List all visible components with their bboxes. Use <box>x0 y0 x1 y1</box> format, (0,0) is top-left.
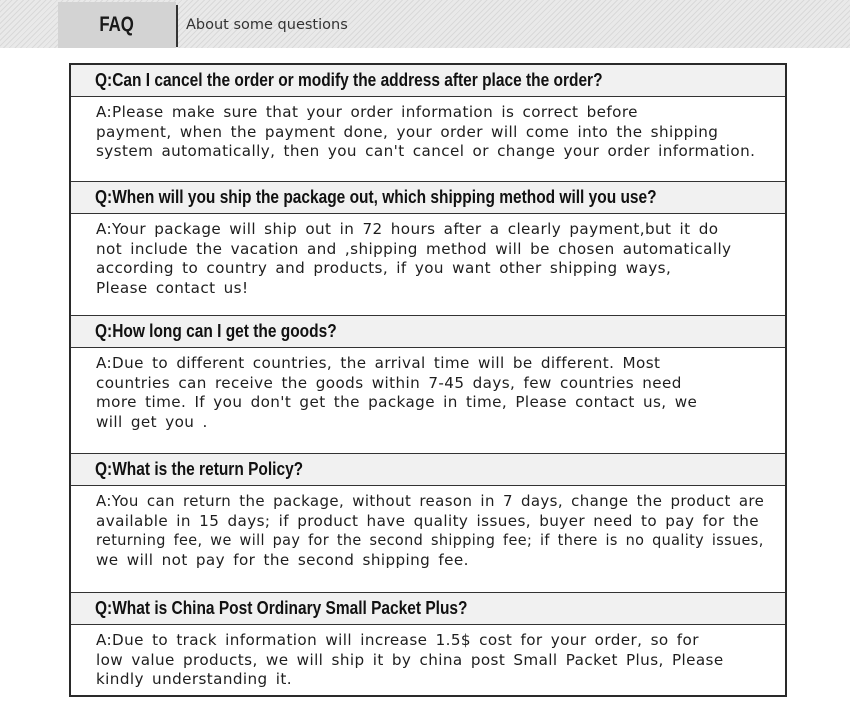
faq-answer-line: available in 15 days; if product have quality issues, buyer need to pay for the <box>96 511 759 530</box>
faq-answer-line: not include the vacation and ,shipping method will be chosen automatically <box>96 239 732 258</box>
faq-answer-line: A:Due to track information will increase 1.5$ cost for your order, so for <box>96 631 699 649</box>
faq-answer-line: A:Due to different countries, the arrival time will be different. Most <box>96 354 661 372</box>
faq-answer-row <box>71 97 785 182</box>
faq-answer-row <box>71 214 785 316</box>
faq-question: Q:When will you ship the package out, which shipping method will you use? <box>95 187 657 207</box>
faq-answer-line: returning fee, we will pay for the second shipping fee; if there is no quality issues, <box>96 531 764 550</box>
faq-question-row <box>71 65 785 97</box>
header-divider <box>176 5 178 47</box>
faq-question-row <box>71 316 785 348</box>
faq-answer-line: kindly understanding it. <box>96 670 292 689</box>
faq-tab <box>58 2 176 48</box>
faq-answer-line: according to country and products, if you want other shipping ways, <box>96 259 672 278</box>
faq-answer-line: more time. If you don't get the package in time, Please contact us, we <box>96 393 698 412</box>
faq-answer-line: Please contact us! <box>96 278 249 297</box>
faq-tab-label: FAQ <box>99 13 135 36</box>
faq-question: Q:Can I cancel the order or modify the address after place the order? <box>95 70 603 90</box>
faq-question: Q:What is China Post Ordinary Small Packet Plus? <box>95 598 468 618</box>
faq-table <box>69 63 787 697</box>
faq-answer-line: payment, when the payment done, your order will come into the shipping <box>96 122 719 141</box>
faq-answer-row <box>71 486 785 593</box>
faq-answer-line: A:You can return the package, without reason in 7 days, change the product are <box>96 492 765 510</box>
header-subtitle: About some questions <box>186 17 348 33</box>
faq-answer-line: will get you . <box>96 412 208 431</box>
faq-header-banner <box>0 0 850 48</box>
faq-answer-line: A:Your package will ship out in 72 hours after a clearly payment,but it do <box>96 220 719 238</box>
faq-answer-row <box>71 625 785 695</box>
faq-answer-row <box>71 348 785 454</box>
faq-answer-line: we will not pay for the second shipping fee. <box>96 550 469 569</box>
faq-question-row <box>71 593 785 625</box>
faq-question: Q:What is the return Policy? <box>95 459 304 479</box>
faq-answer-line: system automatically, then you can't cancel or change your order information. <box>96 142 756 161</box>
faq-answer-line: A:Please make sure that your order information is correct before <box>96 103 638 121</box>
faq-answer-line: low value products, we will ship it by china post Small Packet Plus, Please <box>96 650 724 669</box>
faq-answer-line: countries can receive the goods within 7-45 days, few countries need <box>96 373 682 392</box>
faq-question-row <box>71 454 785 486</box>
faq-question: Q:How long can I get the goods? <box>95 321 337 341</box>
faq-question-row <box>71 182 785 214</box>
